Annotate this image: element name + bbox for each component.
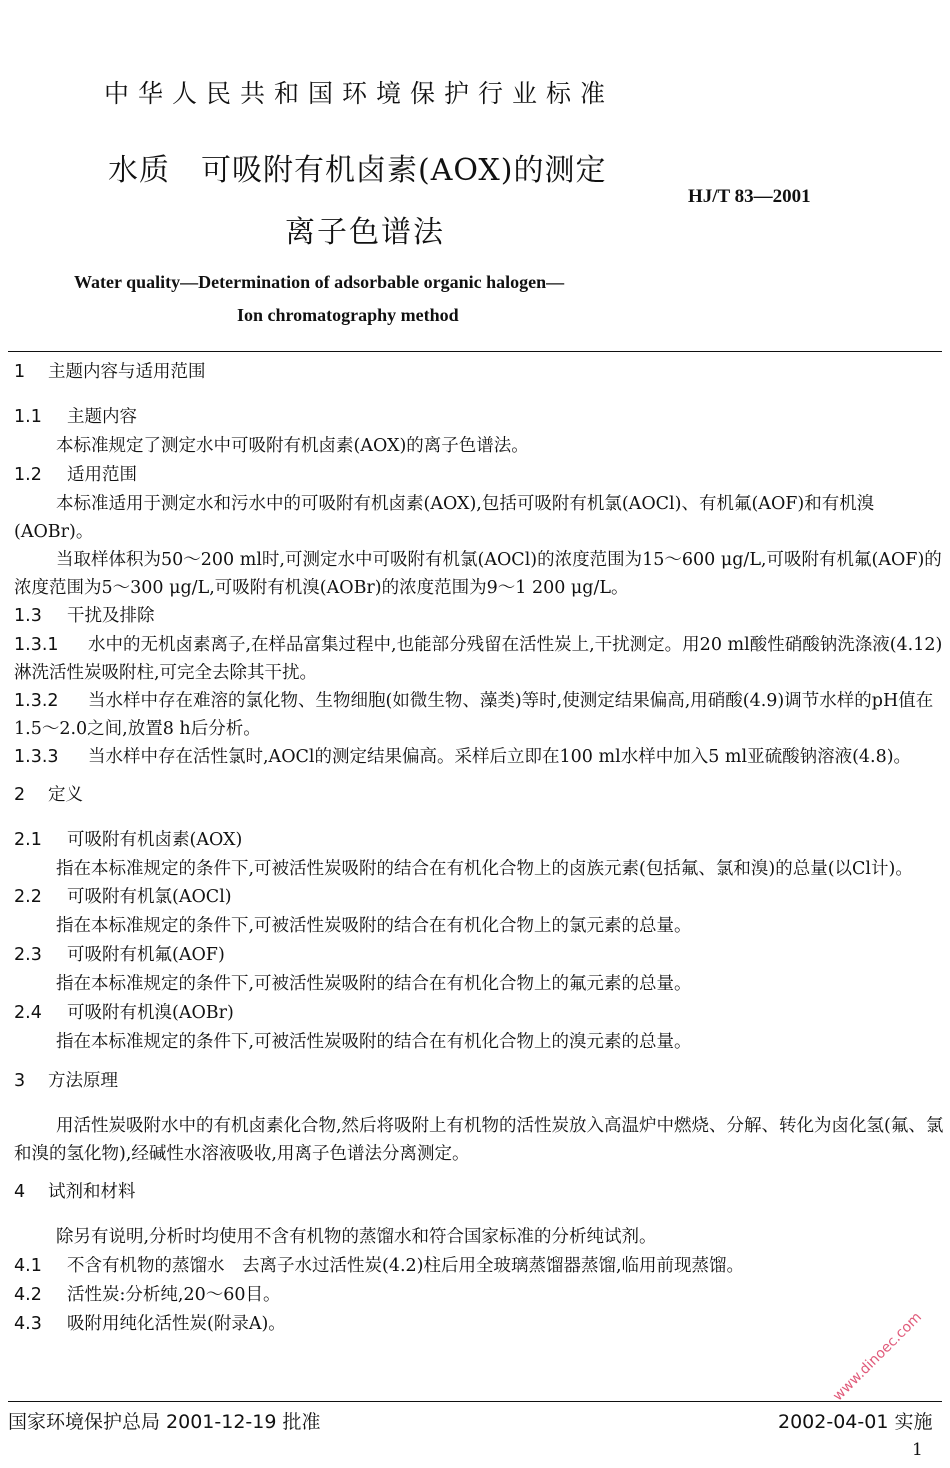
- paragraph: 用活性炭吸附水中的有机卤素化合物,然后将吸附上有机物的活性炭放入高温炉中燃烧、分解、转化为卤化氢(氟、氯和溴的氢化物),经碱性水溶液吸收,用离子色谱法分离测定。: [14, 1116, 944, 1164]
- paragraph: 除另有说明,分析时均使用不含有机物的蒸馏水和符合国家标准的分析纯试剂。: [56, 1227, 657, 1247]
- subsection-heading: 2.2 可吸附有机氯(AOCl): [14, 887, 232, 907]
- subsection-heading: 1.2 适用范围: [14, 465, 137, 485]
- paragraph: 指在本标准规定的条件下,可被活性炭吸附的结合在有机化合物上的溴元素的总量。: [56, 1032, 692, 1052]
- paragraph: 本标准适用于测定水和污水中的可吸附有机卤素(AOX),包括可吸附有机氯(AOCl)、有机氟(AOF)和有机溴(AOBr)。: [14, 494, 875, 542]
- document-subtitle-en: Ion chromatography method: [237, 305, 459, 325]
- paragraph: 本标准规定了测定水中可吸附有机卤素(AOX)的离子色谱法。: [56, 436, 529, 456]
- list-item: 1.3.2 当水样中存在难溶的氯化物、生物细胞(如微生物、藻类)等时,使测定结果偏高,用硝酸(4.9)调节水样的pH值在1.5～2.0之间,放置8 h后分析。: [14, 691, 934, 739]
- section-heading: 4 试剂和材料: [14, 1182, 136, 1202]
- page-number: 1: [912, 1440, 923, 1460]
- subsection-heading: 2.4 可吸附有机溴(AOBr): [14, 1003, 234, 1023]
- section-heading: 1 主题内容与适用范围: [14, 362, 206, 382]
- list-item: 4.1 不含有机物的蒸馏水 去离子水过活性炭(4.2)柱后用全玻璃蒸馏器蒸馏,临用前现蒸馏。: [14, 1256, 745, 1276]
- list-item: 4.2 活性炭:分析纯,20～60目。: [14, 1285, 281, 1305]
- list-item: 4.3 吸附用纯化活性炭(附录A)。: [14, 1314, 286, 1334]
- paragraph: 指在本标准规定的条件下,可被活性炭吸附的结合在有机化合物上的卤族元素(包括氟、氯和溴)的总量(以Cl计)。: [56, 859, 913, 879]
- watermark: www.dinoec.com: [830, 1309, 926, 1405]
- list-item: 1.3.1 水中的无机卤素离子,在样品富集过程中,也能部分残留在活性炭上,干扰测定。用20 ml酸性硝酸钠洗涤液(4.12)淋洗活性炭吸附柱,可完全去除其干扰。: [14, 635, 943, 683]
- document-title-en: Water quality—Determination of adsorbable organic halogen—: [74, 272, 565, 292]
- subsection-heading: 2.1 可吸附有机卤素(AOX): [14, 830, 243, 850]
- standard-category: 中华人民共和国环境保护行业标准: [104, 79, 615, 108]
- paragraph: 当取样体积为50～200 ml时,可测定水中可吸附有机氯(AOCl)的浓度范围为15～600 μg/L,可吸附有机氟(AOF)的浓度范围为5～300 μg/L,可吸附有机溴(AOBr)的浓度范围为9～1 200 μg/L。: [14, 550, 942, 598]
- list-item: 1.3.3 当水样中存在活性氯时,AOCl的测定结果偏高。采样后立即在100 ml水样中加入5 ml亚硫酸钠溶液(4.8)。: [14, 747, 912, 767]
- standard-code: HJ/T 83—2001: [688, 186, 811, 207]
- implementation-date: 2002-04-01 实施: [778, 1411, 933, 1433]
- subsection-heading: 1.3 干扰及排除: [14, 606, 155, 626]
- document-subtitle-cn: 离子色谱法: [285, 215, 445, 250]
- paragraph: 指在本标准规定的条件下,可被活性炭吸附的结合在有机化合物上的氯元素的总量。: [56, 916, 692, 936]
- subsection-heading: 2.3 可吸附有机氟(AOF): [14, 945, 225, 965]
- approval-note: 国家环境保护总局 2001-12-19 批准: [8, 1411, 321, 1433]
- section-heading: 2 定义: [14, 785, 83, 805]
- paragraph: 指在本标准规定的条件下,可被活性炭吸附的结合在有机化合物上的氟元素的总量。: [56, 974, 692, 994]
- header-divider: [8, 351, 942, 352]
- document-body: [14, 358, 944, 1339]
- section-heading: 3 方法原理: [14, 1071, 118, 1091]
- footer-divider: [8, 1401, 942, 1402]
- subsection-heading: 1.1 主题内容: [14, 407, 137, 427]
- document-title-cn: 水质 可吸附有机卤素(AOX)的测定: [108, 153, 607, 188]
